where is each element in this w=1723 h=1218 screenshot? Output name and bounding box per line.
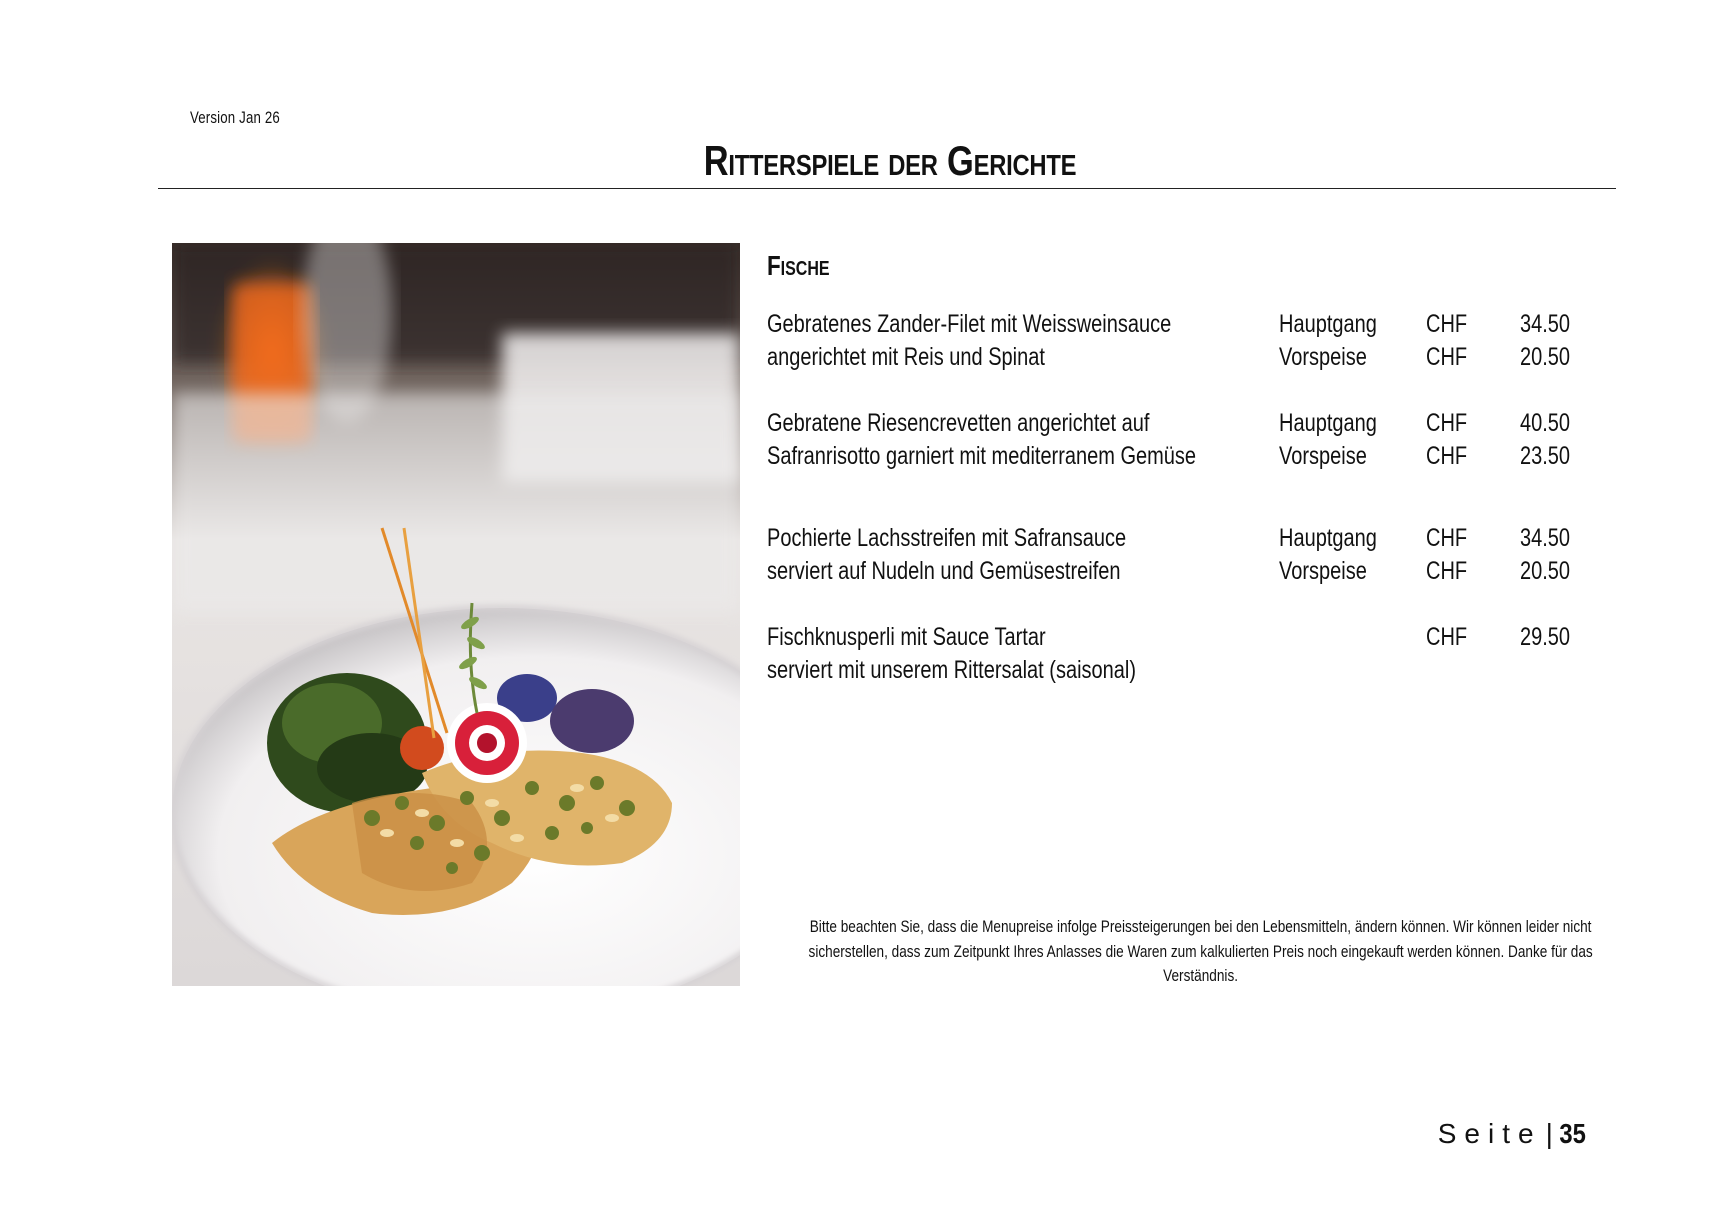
page-footer: [1438, 1118, 1588, 1150]
price: 40.50: [1520, 409, 1571, 437]
dish-line: [767, 407, 1627, 440]
dish-description: angerichtet mit Reis und Spinat: [767, 343, 1045, 371]
course-type: Vorspeise: [1279, 442, 1367, 470]
course-type: Hauptgang: [1279, 409, 1377, 437]
dish-line: [767, 341, 1627, 374]
course-type: Hauptgang: [1279, 310, 1377, 338]
dish-description: Gebratene Riesencrevetten angerichtet auf: [767, 409, 1150, 437]
dish-description: Safranrisotto garniert mit mediterranem Gemüse: [767, 442, 1197, 470]
currency: CHF: [1426, 557, 1468, 585]
page-separator: |: [1545, 1118, 1553, 1149]
page-title: Ritterspiele der Gerichte: [703, 137, 1077, 184]
dish-description: Fischknusperli mit Sauce Tartar: [767, 623, 1046, 651]
currency: CHF: [1426, 442, 1468, 470]
dish-line: [767, 621, 1627, 654]
price-notice: Bitte beachten Sie, dass die Menupreise infolge Preissteigerungen bei den Lebensmitteln, ändern können. Wir können leider nicht sicherstellen, dass zum Zeitpunkt Ihres Anlasses die Waren zum kalkulierten Preis noch eingekauft werden können. Danke für das Verständnis.: [808, 917, 1593, 985]
course-type: Vorspeise: [1279, 343, 1367, 371]
dish-item: [767, 407, 1627, 473]
currency: CHF: [1426, 310, 1468, 338]
title-rule: [158, 188, 1616, 189]
dish-item: [767, 621, 1627, 687]
version-label: Version Jan 26: [190, 108, 280, 127]
dish-line: [767, 654, 1627, 687]
dish-line: [767, 522, 1627, 555]
currency: CHF: [1426, 343, 1468, 371]
dish-line: [767, 555, 1627, 588]
dish-description: Gebratenes Zander-Filet mit Weissweinsauce: [767, 310, 1172, 338]
dish-item: [767, 308, 1627, 374]
price: 20.50: [1520, 343, 1571, 371]
dish-photo: [172, 243, 740, 986]
price: 34.50: [1520, 310, 1571, 338]
menu-section: [767, 250, 1627, 720]
page-number: 35: [1559, 1118, 1586, 1149]
course-type: Vorspeise: [1279, 557, 1367, 585]
dish-description: Pochierte Lachsstreifen mit Safransauce: [767, 524, 1127, 552]
section-title: Fische: [767, 250, 830, 281]
price: 34.50: [1520, 524, 1571, 552]
price: 23.50: [1520, 442, 1571, 470]
page-label: Seite: [1437, 1118, 1542, 1149]
price: 20.50: [1520, 557, 1571, 585]
currency: CHF: [1426, 524, 1468, 552]
dish-description: serviert auf Nudeln und Gemüsestreifen: [767, 557, 1121, 585]
dish-item: [767, 522, 1627, 588]
dish-line: [767, 440, 1627, 473]
course-type: Hauptgang: [1279, 524, 1377, 552]
currency: CHF: [1426, 409, 1468, 437]
dish-description: serviert mit unserem Rittersalat (saisonal): [767, 656, 1136, 684]
dish-line: [767, 308, 1627, 341]
currency: CHF: [1426, 623, 1468, 651]
price: 29.50: [1520, 623, 1571, 651]
